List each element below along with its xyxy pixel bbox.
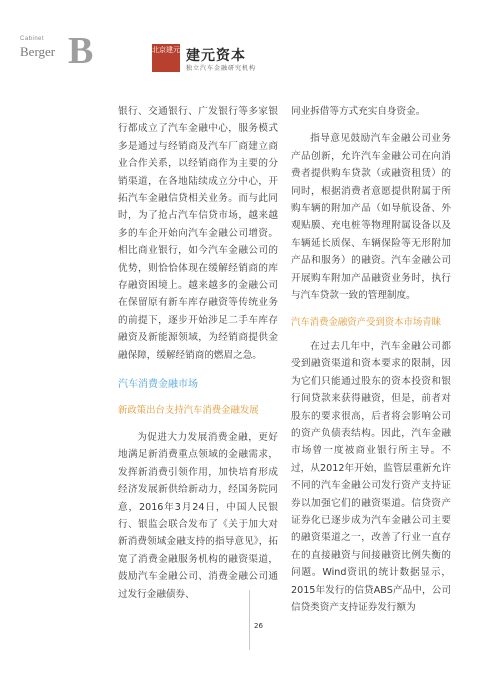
berger-brand-logo: [20, 30, 94, 74]
right-paragraph-3: 在过去几年中，汽车金融公司都受到融资渠道和资本要求的限制，因为它们只能通过股东的资本投资和银行间贷款来获得融资，但是，前者对股东的要求很高，后者将会影响公司的资产负债表结构。因此，汽车金融市场曾一度被商业银行所主导。不过，从2012年开始，监管层重新允许不同的汽车金融公司发行资产支持证券以加强它们的融资渠道。信贷资产证券化已逐步成为汽车金融公司主要的融资渠道之一，改善了行业一直存在的直接融资与间接融资比例失衡的问题。Wind资讯的统计数据显示，2015年发行的信贷ABS产品中，公司信贷类资产支持证券发行额为: [291, 340, 451, 613]
brand-b-glyph: B: [68, 30, 94, 72]
section-heading: 汽车消费金融市场: [118, 379, 198, 391]
page-header: [0, 0, 498, 98]
left-paragraph-2: 为促进大力发展消费金融，更好地满足新消费重点领域的金融需求，发挥新消费引领作用，加快培育形成经济发展新供给新动力，经国务院同意，2016年3月24日，中国人民银行、银监会联合发布了《关于加大对新消费领域金融支持的指导意见》，拓宽了消费金融服务机构的融资渠道，鼓励汽车金融公司、消费金融公司通过发行金融债券、: [118, 431, 278, 600]
right-paragraph-2: 指导意见鼓励汽车金融公司业务产品创新，允许汽车金融公司在向消费者提供购车贷款（或融资租赁）的同时，根据消费者意愿提供附属于所购车辆的附加产品（如导航设备、外观贴膜、充电桩等物理附属设备以及车辆延长质保、车辆保险等无形附加产品和服务）的融资。汽车金融公司开展购车附加产品融资业务时，执行与汽车贷款一致的管理制度。: [291, 133, 451, 302]
brand-small-text: Cabinet: [20, 36, 45, 42]
subsection-heading: 新政策出台支持汽车消费金融发展: [118, 404, 259, 416]
right-column: [291, 103, 451, 616]
left-column: [118, 103, 278, 603]
brand-name: Berger: [20, 44, 56, 59]
logo-name: 建元资本: [186, 48, 246, 64]
left-paragraph-1: 银行、交通银行、广发银行等多家银行都成立了汽车金融中心，服务模式多是通过与经销商及汽车厂商建立商业合作关系，以经销商作为主要的分销渠道，在各地陆续成立分中心，开拓汽车金融信贷相关业务。而与此同时，为了抢占汽车信贷市场，越来越多的车企开始向汽车金融公司增资。相比商业银行，如今汽车金融公司的优势，则恰恰体现在缓解经销商的库存融资困境上。越来越多的金融公司在保留原有新车库存融资等传统业务的前提下，逐步开始涉足二手车库存融资及新能源领域，为经销商提供金融保障，缓解经销商的燃眉之急。: [118, 106, 278, 361]
seal-icon: 北京建元: [152, 44, 180, 72]
subsection-heading-right: 汽车消费金融资产受到资本市场青睐: [291, 317, 442, 329]
jianyuan-logo: [152, 44, 292, 74]
page-number: 26: [254, 622, 263, 630]
right-paragraph-1: 同业拆借等方式充实自身资金。: [291, 106, 426, 117]
logo-tagline: 独立汽车金融研究机构: [186, 65, 257, 72]
footer-divider: [249, 590, 250, 650]
